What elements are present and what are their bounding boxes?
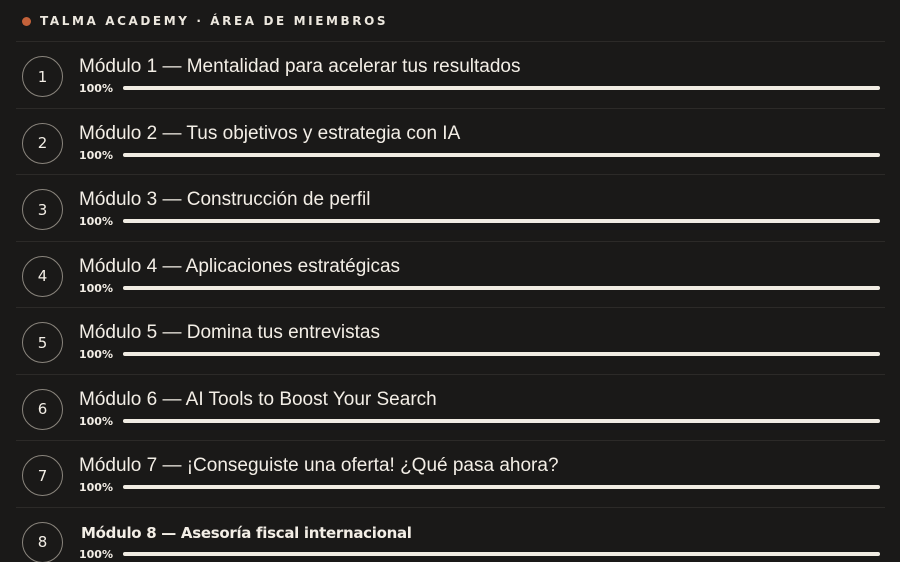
module-title[interactable]: Módulo 8 — Asesoría fiscal internacional (81, 523, 412, 542)
module-title[interactable]: Módulo 5 — Domina tus entrevistas (79, 322, 380, 343)
module-item-4[interactable] (16, 242, 885, 309)
module-title[interactable]: Módulo 4 — Aplicaciones estratégicas (79, 255, 401, 277)
module-item-3[interactable] (16, 175, 885, 242)
progress-bar (123, 352, 880, 356)
progress-percent: 100% (79, 348, 113, 361)
module-number-badge: 4 (22, 256, 63, 297)
progress-bar (123, 552, 880, 556)
progress-percent: 100% (79, 148, 113, 162)
progress-bar (123, 485, 880, 489)
brand-header (22, 12, 388, 30)
progress-bar (123, 219, 880, 223)
progress-bar (123, 153, 880, 157)
module-number-badge: 2 (22, 123, 63, 164)
brand-title: TALMA ACADEMY · ÁREA DE MIEMBROS (40, 14, 389, 28)
module-item-1[interactable] (16, 42, 885, 109)
brand-dot-icon (22, 17, 31, 26)
module-number-badge: 3 (22, 189, 63, 230)
progress-fill (123, 552, 880, 556)
progress-percent: 100% (79, 414, 113, 428)
module-number-badge: 1 (22, 56, 63, 97)
module-item-8[interactable] (16, 508, 885, 562)
progress-fill (123, 485, 880, 489)
module-title[interactable]: Módulo 3 — Construcción de perfil (79, 189, 371, 210)
progress-percent: 100% (79, 547, 113, 561)
module-title[interactable]: Módulo 7 — ¡Conseguiste una oferta! ¿Qué pasa ahora? (79, 455, 559, 476)
progress-fill (123, 419, 880, 423)
progress-fill (123, 352, 880, 356)
progress-percent: 100% (79, 281, 113, 295)
progress-bar (123, 419, 880, 423)
progress-fill (123, 219, 880, 223)
module-item-6[interactable] (16, 375, 885, 442)
progress-percent: 100% (79, 481, 113, 494)
progress-percent: 100% (79, 82, 113, 95)
progress-bar (123, 86, 880, 90)
module-number-badge: 6 (22, 389, 63, 430)
module-number-badge: 5 (22, 322, 63, 363)
module-title[interactable]: Módulo 2 — Tus objetivos y estrategia con IA (79, 122, 461, 144)
progress-fill (123, 86, 880, 90)
progress-fill (123, 286, 880, 290)
progress-percent: 100% (79, 215, 113, 228)
progress-bar (123, 286, 880, 290)
module-number-badge: 8 (22, 522, 63, 562)
module-item-2[interactable] (16, 109, 885, 176)
module-item-7[interactable] (16, 441, 885, 508)
module-number-badge: 7 (22, 455, 63, 496)
module-title[interactable]: Módulo 1 — Mentalidad para acelerar tus resultados (79, 56, 521, 77)
module-list (16, 41, 885, 562)
progress-fill (123, 153, 880, 157)
module-item-5[interactable] (16, 308, 885, 375)
module-title[interactable]: Módulo 6 — AI Tools to Boost Your Search (79, 388, 437, 410)
